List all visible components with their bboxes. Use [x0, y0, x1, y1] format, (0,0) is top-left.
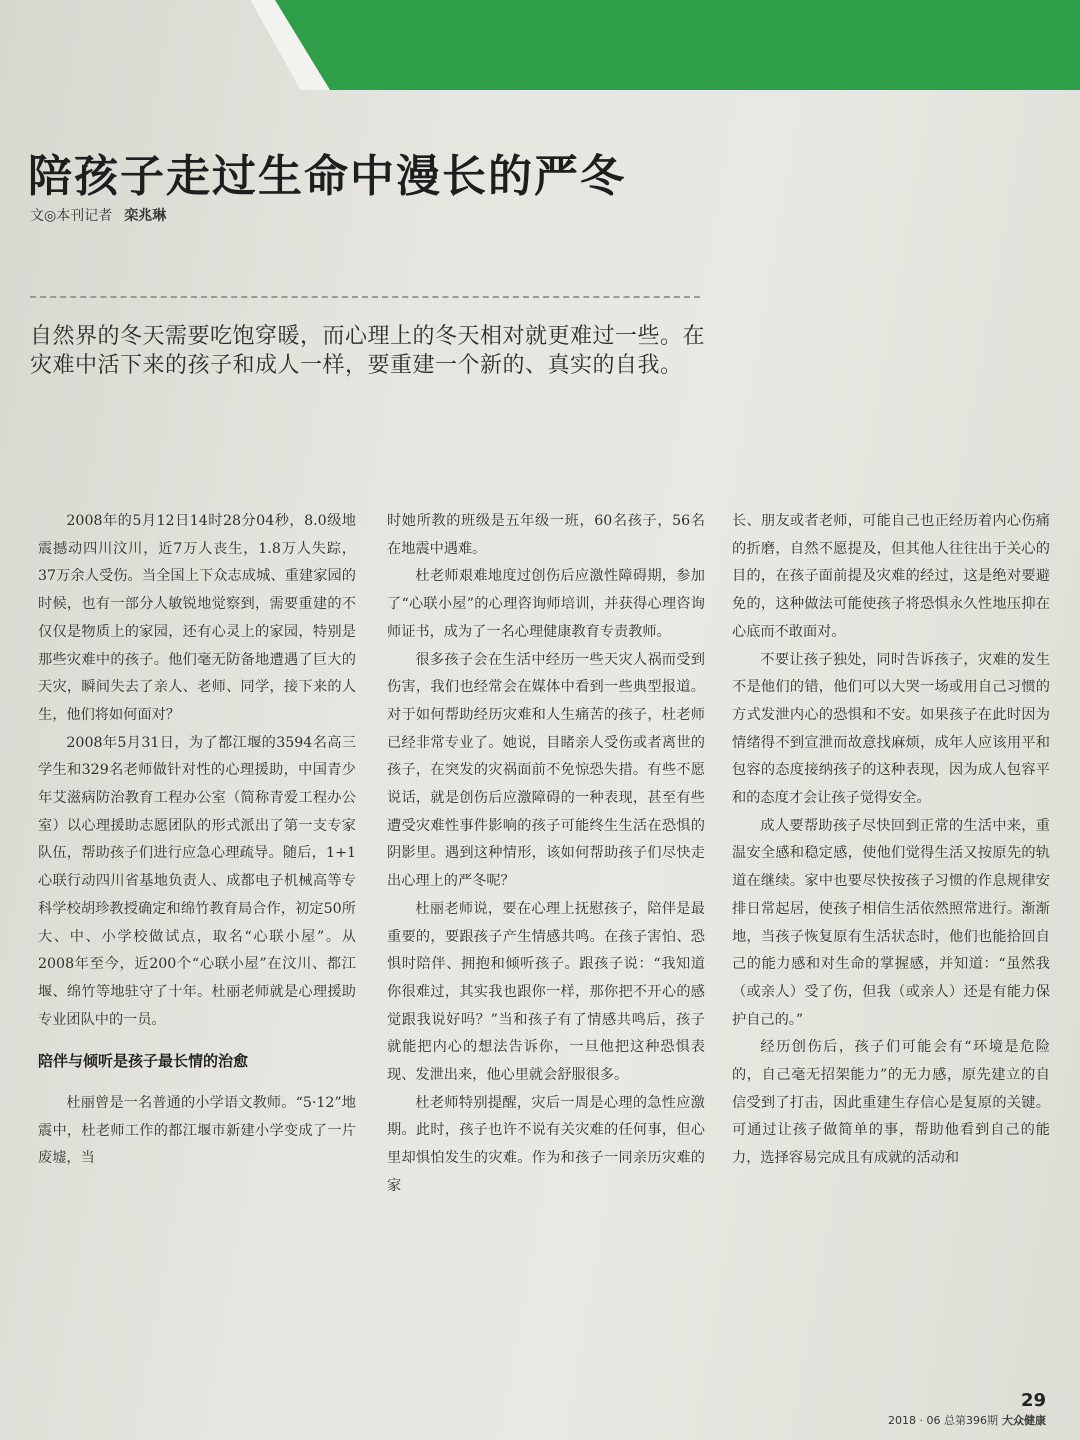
paragraph: 2008年的5月12日14时28分04秒，8.0级地震撼动四川汶川，近7万人丧生，1.8万人失踪，37万余人受伤。当全国上下众志成城、重建家园的时候，也有一部分人敏锐地觉察到，需要重建的不仅仅是物质上的家园，还有心灵上的家园，特别是那些灾难中的孩子。他们毫无防备地遭遇了巨大的天灾，瞬间失去了亲人、老师、同学，接下来的人生，他们将如何面对？ [38, 513, 356, 723]
paragraph: 成人要帮助孩子尽快回到正常的生活中来，重温安全感和稳定感，使他们觉得生活又按原先的轨道在继续。家中也要尽快按孩子习惯的作息规律安排日常起居，使孩子相信生活依然照常进行。渐渐地，当孩子恢复原有生活状态时，他们也能拾回自己的能力感和对生命的掌握感，并知道：“虽然我（或亲人）受了伤，但我（或亲人）还是有能力保护自己的。” [732, 817, 1050, 1028]
page-number: 29 [1020, 1390, 1046, 1411]
paragraph: 2008年5月31日，为了都江堰的3594名高三学生和329名老师做针对性的心理援助，中国青少年艾滋病防治教育工程办公室（简称青爱工程办公室）以心理援助志愿团队的形式派出了第一支专家队伍，帮助孩子们进行应急心理疏导。随后，1+1心联行动四川省基地负责人、成都电子机械高等专科学校胡珍教授确定和绵竹教育局合作，初定50所大、中、小学校做试点，取名“心联小屋”。从2008年至今，近200个“心联小屋”在汶川、都江堰、绵竹等地驻守了十年。杜丽老师就是心理援助专业团队中的一员。 [38, 734, 356, 1028]
column-3 [732, 508, 1050, 1338]
section-subhead: 陪伴与倾听是孩子最长情的治愈 [38, 1052, 249, 1071]
article-title: 陪孩子走过生命中漫长的严冬 [28, 151, 626, 202]
paragraph: 长、朋友或者老师，可能自己也正经历着内心伤痛的折磨，自然不愿提及，但其他人往往出于关心的目的，在孩子面前提及灾难的经过，这是绝对要避免的，这种做法可能使孩子将恐惧永久性地压抑在心底而不敢面对。 [732, 513, 1050, 640]
issue-info [888, 1412, 1046, 1428]
column-2 [387, 508, 705, 1338]
byline [30, 205, 530, 225]
issue-date: 2018 · 06 总第396期 [888, 1414, 998, 1427]
paragraph: 杜老师特别提醒，灾后一周是心理的急性应激期。此时，孩子也许不说有关灾难的任何事，但心里却惧怕发生的灾难。作为和孩子一同亲历灾难的家 [387, 1094, 705, 1194]
author-name: 栾兆琳 [124, 208, 167, 224]
magazine-name: 大众健康 [1002, 1414, 1046, 1427]
divider [30, 296, 700, 298]
green-corner-decoration [0, 0, 1080, 90]
paragraph: 时她所教的班级是五年级一班，60名孩子，56名在地震中遇难。 [387, 513, 705, 557]
byline-prefix: 文◎本刊记者 [30, 208, 113, 224]
paragraph: 杜丽曾是一名普通的小学语文教师。“5·12”地震中，杜老师工作的都江堰市新建小学变成了一片废墟，当 [38, 1095, 356, 1167]
paragraph: 杜老师艰难地度过创伤后应激性障碍期，参加了“心联小屋”的心理咨询师培训，并获得心理咨询师证书，成为了一名心理健康教育专责教师。 [387, 568, 705, 640]
column-1 [38, 508, 356, 1338]
paragraph: 很多孩子会在生活中经历一些天灾人祸而受到伤害，我们也经常会在媒体中看到一些典型报道。对于如何帮助经历灾难和人生痛苦的孩子，杜老师已经非常专业了。她说，目睹亲人受伤或者离世的孩子，在突发的灾祸面前不免惊恐失措。有些不愿说话，就是创伤后应激障碍的一种表现，甚至有些遭受灾难性事件影响的孩子可能终生生活在恐惧的阴影里。遇到这种情形，该如何帮助孩子们尽快走出心理上的严冬呢？ [387, 651, 705, 890]
paragraph: 杜丽老师说，要在心理上抚慰孩子，陪伴是最重要的，要跟孩子产生情感共鸣。在孩子害怕、恐惧时陪伴、拥抱和倾听孩子。跟孩子说：“我知道你很难过，其实我也跟你一样，那你把不开心的感觉跟我说好吗？”当和孩子有了情感共鸣后，孩子就能把内心的想法告诉你，一旦他把这种恐惧表现、发泄出来，他心里就会舒服很多。 [387, 900, 705, 1084]
lede: 自然界的冬天需要吃饱穿暖，而心理上的冬天相对就更难过一些。在灾难中活下来的孩子和成人一样，要重建一个新的、真实的自我。 [30, 324, 706, 378]
paragraph: 不要让孩子独处，同时告诉孩子，灾难的发生不是他们的错，他们可以大哭一场或用自己习惯的方式发泄内心的恐惧和不安。如果孩子在此时因为情绪得不到宣泄而故意找麻烦，成年人应该用平和包容的态度接纳孩子的这种表现，因为成人包容平和的态度才会让孩子觉得安全。 [732, 651, 1050, 807]
paragraph: 经历创伤后，孩子们可能会有“环境是危险的，自己毫无招架能力”的无力感，原先建立的自信受到了打击，因此重建生存信心是复原的关键。可通过让孩子做简单的事，帮助他看到自己的能力，选择容易完成且有成就的活动和 [732, 1039, 1050, 1167]
